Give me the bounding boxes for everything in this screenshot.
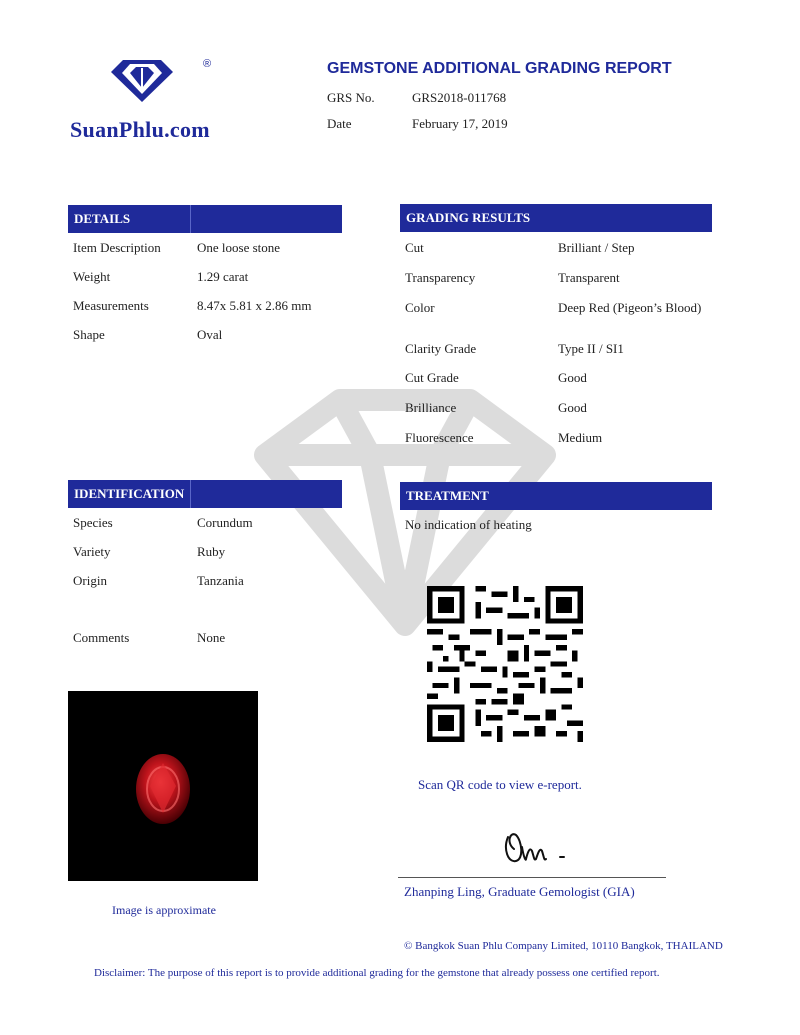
details-heading: DETAILS: [74, 211, 131, 226]
grading-label-brilliance: Brilliance: [405, 400, 457, 415]
grading-label-color: Color: [405, 300, 435, 315]
grading-label-cut: Cut: [405, 240, 424, 255]
grading-label-clarity-grade: Clarity Grade: [405, 341, 477, 356]
treatment-header: [400, 482, 712, 510]
qr-code-icon[interactable]: [427, 586, 583, 742]
qr-caption: Scan QR code to view e-report.: [418, 777, 582, 792]
grading-value-transparency: Transparent: [558, 270, 620, 285]
details-label-measurements: Measurements: [73, 298, 149, 313]
details-value-measurements: 8.47x 5.81 x 2.86 mm: [197, 298, 312, 313]
grading-header: [400, 204, 712, 232]
details-value-weight: 1.29 carat: [197, 269, 249, 284]
grs-value: GRS2018-011768: [412, 90, 507, 105]
brand-name[interactable]: SuanPhlu.com: [70, 117, 210, 142]
details-label-weight: Weight: [73, 269, 111, 284]
image-caption: Image is approximate: [112, 903, 216, 917]
diamond-logo-icon: [108, 58, 176, 104]
copyright-text: © Bangkok Suan Phlu Company Limited, 10110 Bangkok, THAILAND: [404, 940, 723, 952]
ruby-gem-icon: [68, 691, 258, 881]
details-value-shape: Oval: [197, 327, 223, 342]
grading-label-fluorescence: Fluorescence: [405, 430, 474, 445]
report-title: GEMSTONE ADDITIONAL GRADING REPORT: [327, 60, 672, 77]
signature-icon: [498, 823, 578, 868]
identification-label-comments: Comments: [73, 630, 130, 645]
identification-label-variety: Variety: [73, 544, 111, 559]
treatment-heading: TREATMENT: [406, 488, 489, 503]
details-header: [68, 205, 342, 233]
disclaimer-text: Disclaimer: The purpose of this report is to provide additional grading for the gemstone that already possess one certified report.: [94, 967, 660, 979]
identification-heading: IDENTIFICATION: [74, 486, 185, 501]
identification-value-origin: Tanzania: [197, 573, 244, 588]
gem-photo: [68, 691, 258, 881]
grading-value-brilliance: Good: [558, 400, 587, 415]
date-label: Date: [327, 116, 352, 131]
grading-value-cut-grade: Good: [558, 370, 587, 385]
treatment-text: No indication of heating: [405, 517, 532, 532]
registered-mark: ®: [203, 58, 212, 70]
grading-heading: GRADING RESULTS: [406, 210, 531, 225]
identification-label-species: Species: [73, 515, 113, 530]
details-label-item-description: Item Description: [73, 240, 161, 255]
identification-value-variety: Ruby: [197, 544, 226, 559]
grading-value-cut: Brilliant / Step: [558, 240, 635, 255]
grading-value-color: Deep Red (Pigeon’s Blood): [558, 300, 702, 315]
details-label-shape: Shape: [73, 327, 105, 342]
grading-value-clarity-grade: Type II / SI1: [558, 341, 624, 356]
grading-label-cut-grade: Cut Grade: [405, 370, 459, 385]
identification-label-origin: Origin: [73, 573, 107, 588]
grs-label: GRS No.: [327, 90, 375, 105]
signature-line: [398, 877, 666, 878]
grading-value-fluorescence: Medium: [558, 430, 603, 445]
identification-header: [68, 480, 342, 508]
identification-value-comments: None: [197, 630, 226, 645]
grading-label-transparency: Transparency: [405, 270, 476, 285]
identification-value-species: Corundum: [197, 515, 253, 530]
details-value-item-description: One loose stone: [197, 240, 281, 255]
signer-name: Zhanping Ling, Graduate Gemologist (GIA): [404, 884, 635, 899]
date-value: February 17, 2019: [412, 116, 508, 131]
